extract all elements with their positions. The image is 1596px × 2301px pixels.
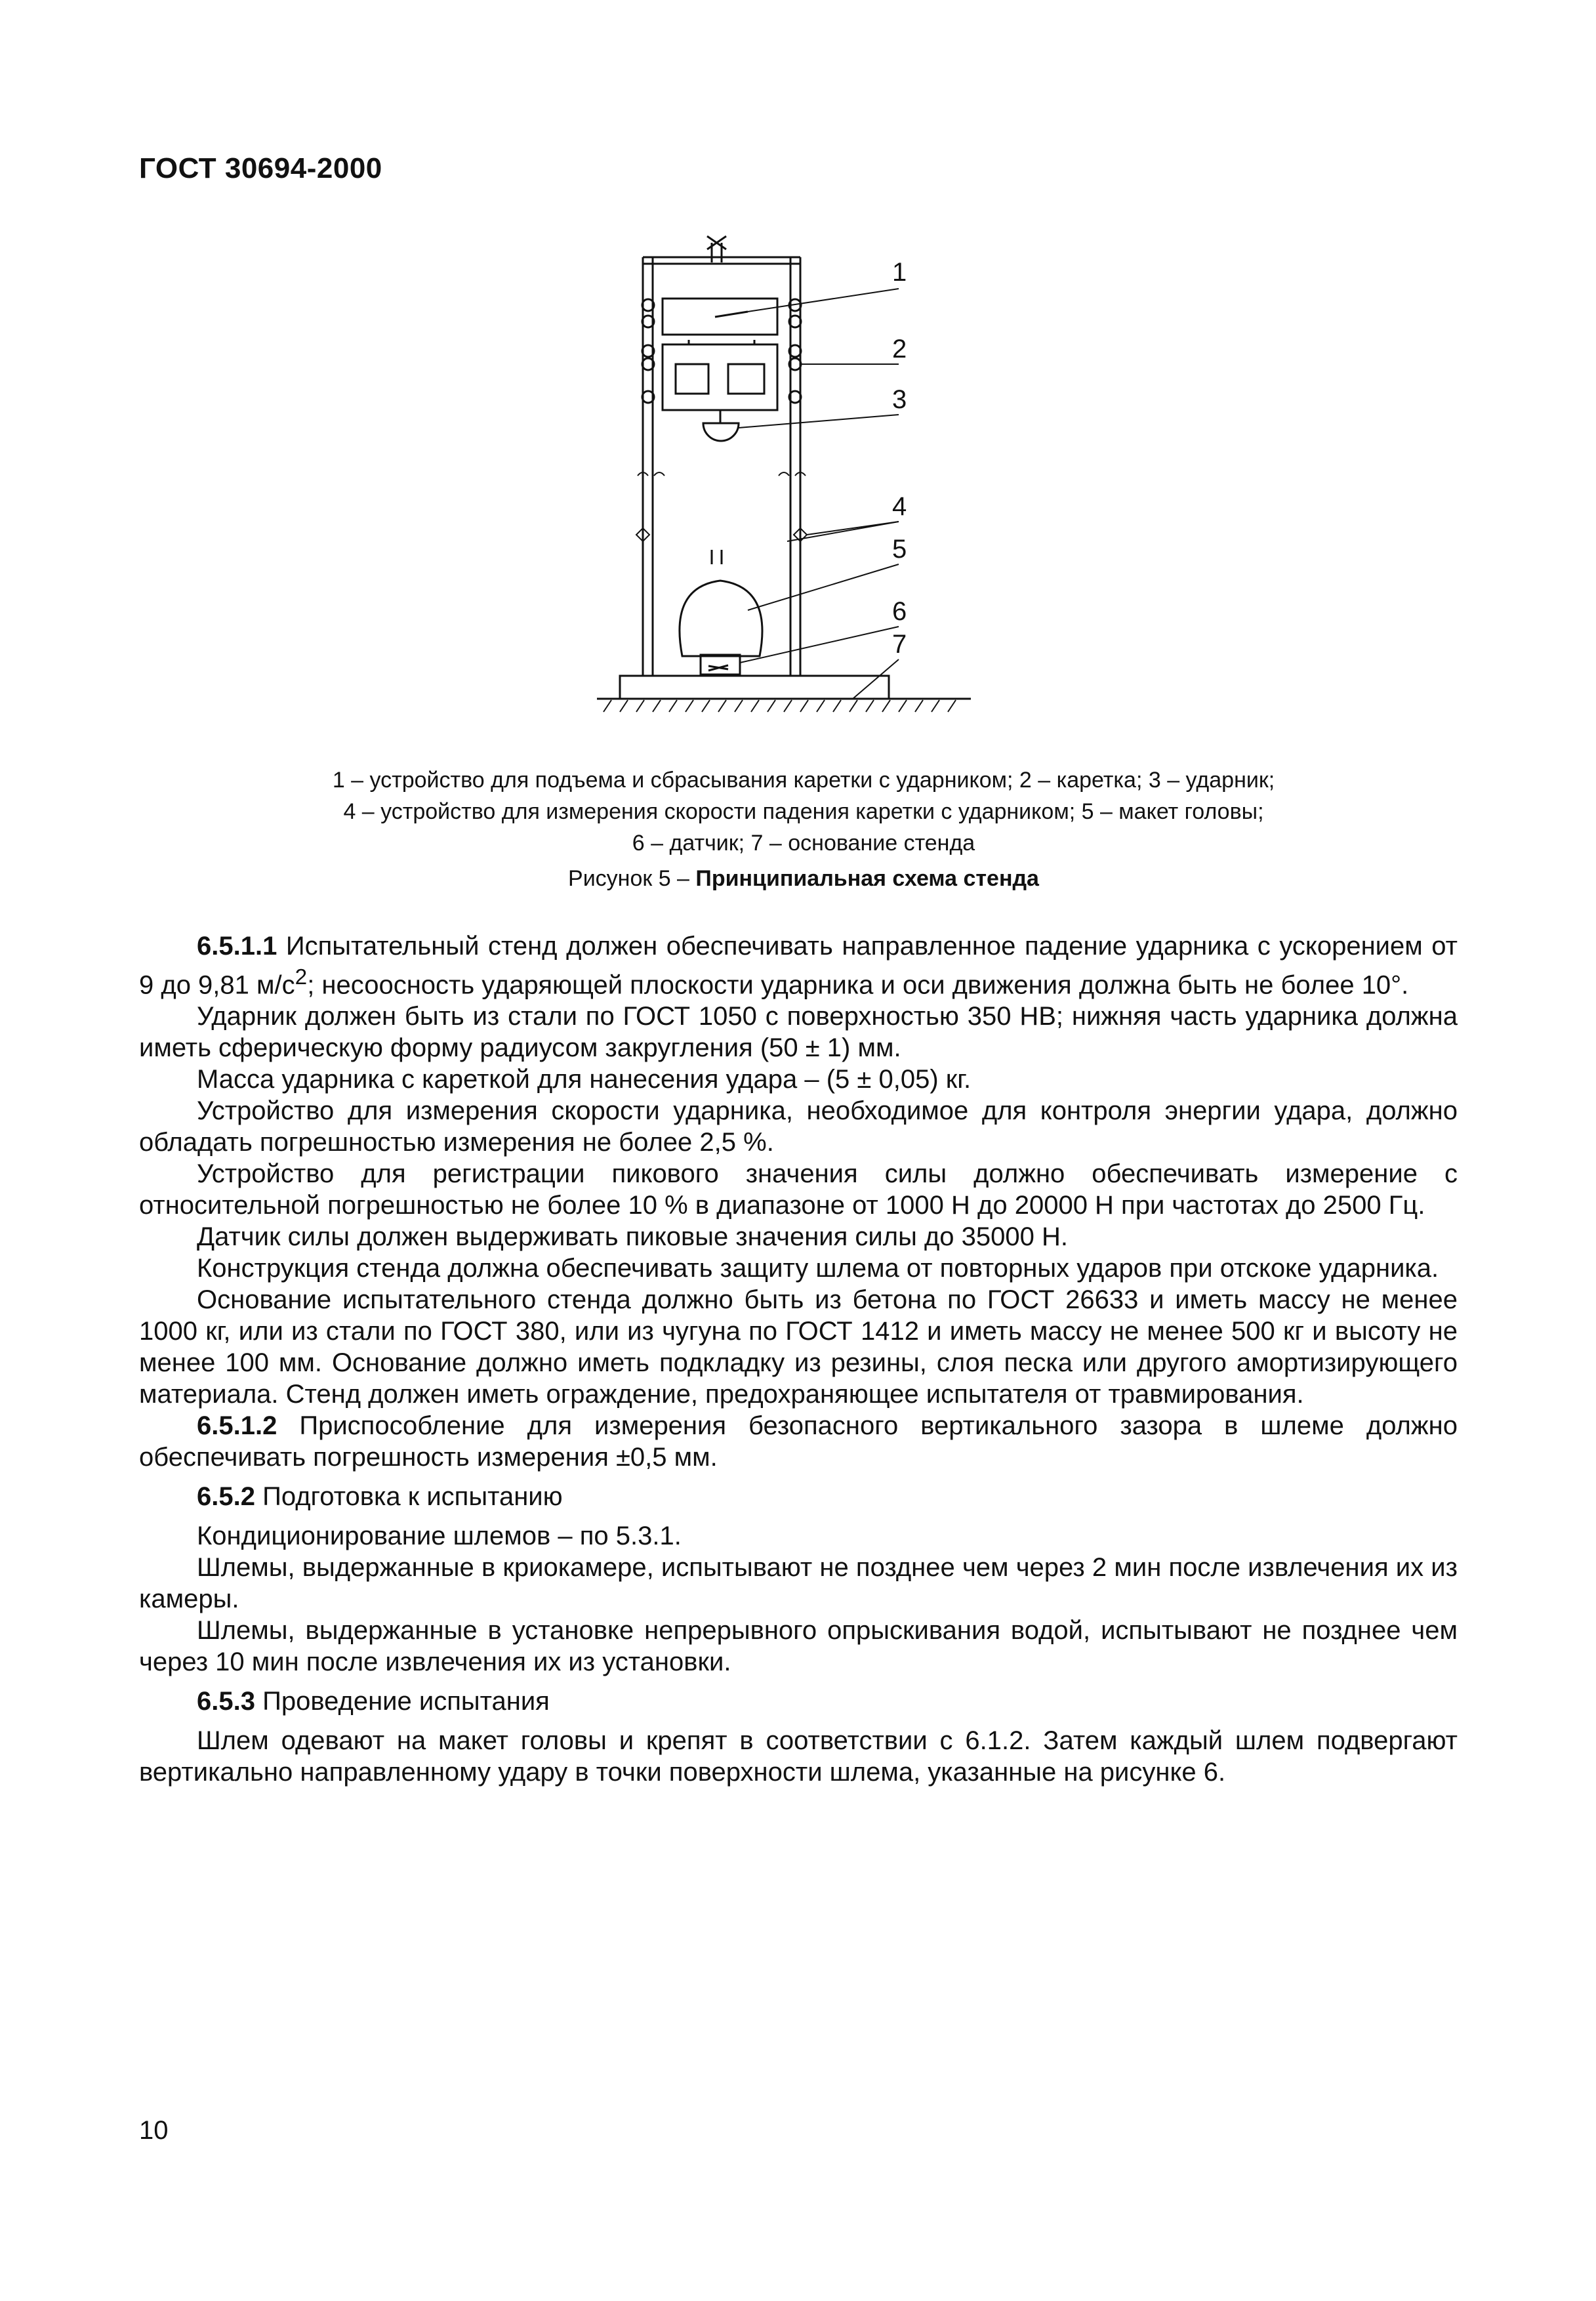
document-header: ГОСТ 30694-2000 (139, 152, 382, 184)
caption-prefix: Рисунок 5 – (568, 866, 696, 891)
paragraph: 6.5.1.2 Приспособление для измерения безопасного вертикального зазора в шлеме должно обеспечивать погрешность измерения ±0,5 мм. (139, 1411, 1458, 1472)
clause-number: 6.5.3 (197, 1687, 255, 1716)
test-stand-diagram (590, 223, 1010, 735)
paragraph: Шлемы, выдержанные в криокамере, испытывают не позднее чем через 2 мин после извлечения их из камеры. (139, 1553, 1458, 1614)
caption-title: Принципиальная схема стенда (695, 866, 1039, 891)
figure-caption (197, 866, 1410, 892)
legend-line: 1 – устройство для подъема и сбрасывания каретки с ударником; 2 – каретка; 3 – ударник; (332, 768, 1275, 793)
paragraph: Датчик силы должен выдерживать пиковые значения силы до 35000 Н. (197, 1222, 1068, 1252)
paragraph: Устройство для измерения скорости ударника, необходимое для контроля энергии удара, должно обладать погрешностью измерения не более 2,5 %. (139, 1096, 1458, 1157)
clause-number: 6.5.2 (197, 1482, 255, 1512)
paragraph: Устройство для регистрации пикового значения силы должно обеспечивать измерение с относительной погрешностью не более 10 % в диапазоне от 1000 Н до 20000 Н при частотах до 2500 Гц. (139, 1159, 1458, 1220)
diagram-label-2: 2 (892, 335, 907, 363)
paragraph: Кондиционирование шлемов – по 5.3.1. (197, 1522, 682, 1551)
body-text (139, 930, 1458, 1788)
diagram-label-3: 3 (892, 385, 907, 414)
paragraph: 6.5.1.1 Испытательный стенд должен обеспечивать направленное падение ударника с ускорением от 9 до 9,81 $м/с^2$; несоосность ударяющей плоскости ударника и оси движения должна быть не более 10°. (139, 932, 1458, 1000)
clause-number: 6.5.1.2 (197, 1411, 277, 1441)
paragraph: Конструкция стенда должна обеспечивать защиту шлема от повторных ударов при отскоке ударника. (197, 1254, 1439, 1283)
paragraph: Ударник должен быть из стали по ГОСТ 1050 с поверхностью 350 НВ; нижняя часть ударника должна иметь сферическую форму радиусом закругления (50 ± 1) мм. (139, 1002, 1458, 1063)
section-heading: 6.5.3 Проведение испытания (197, 1687, 550, 1716)
paragraph: Масса ударника с кареткой для нанесения удара – (5 ± 0,05) кг. (197, 1065, 972, 1094)
paragraph: Основание испытательного стенда должно быть из бетона по ГОСТ 26633 и иметь массу не менее 1000 кг, или из стали по ГОСТ 380, или из чугуна по ГОСТ 1412 и иметь массу не менее 500 кг и высоту не менее 100 мм. Основание должно иметь подкладку из резины, слоя песка или другого амортизирующего материала. Стенд должен иметь ограждение, предохраняющее испытателя от травмирования. (139, 1285, 1458, 1409)
diagram-label-6: 6 (892, 597, 907, 626)
paragraph: Шлемы, выдержанные в установке непрерывного опрыскивания водой, испытывают не позднее чем через 10 мин после извлечения их из установки. (139, 1616, 1458, 1677)
diagram-label-7: 7 (892, 630, 907, 659)
section-heading: 6.5.2 Подготовка к испытанию (197, 1482, 563, 1512)
diagram-label-1: 1 (892, 258, 907, 287)
diagram-label-5: 5 (892, 535, 907, 564)
diagram-label-4: 4 (892, 492, 907, 521)
legend-line: 4 – устройство для измерения скорости падения каретки с ударником; 5 – макет головы; (343, 799, 1264, 824)
clause-number: 6.5.1.1 (197, 932, 277, 961)
figure-legend (197, 764, 1410, 859)
legend-line: 6 – датчик; 7 – основание стенда (632, 831, 975, 856)
page-number: 10 (139, 2116, 169, 2145)
paragraph: Шлем одевают на макет головы и крепят в соответствии с 6.1.2. Затем каждый шлем подвергают вертикально направленному удару в точки поверхности шлема, указанные на рисунке 6. (139, 1726, 1458, 1787)
